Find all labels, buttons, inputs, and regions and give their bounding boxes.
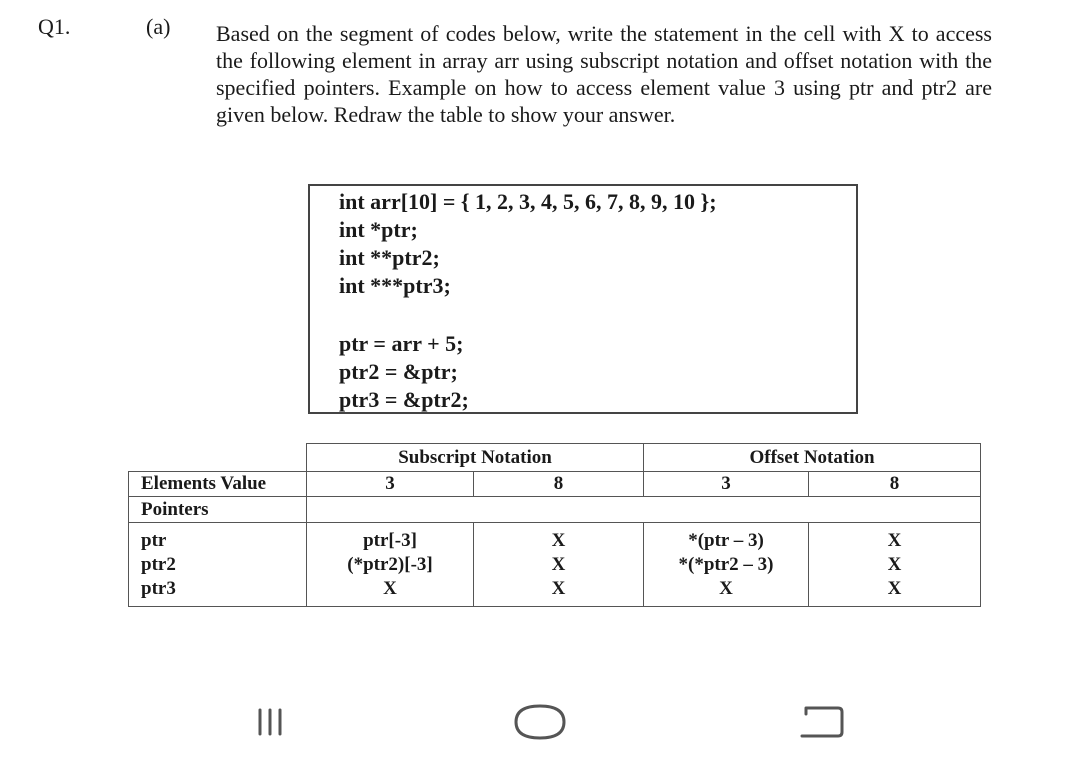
recent-apps-icon [250,702,290,742]
answer-entry: ptr[-3] [363,529,417,551]
subscript-3-cell [307,523,474,607]
elements-value-label: Elements Value [129,472,307,497]
answer-entry: X [887,577,902,599]
element-value-cell: 3 [644,472,809,497]
code-box [308,184,858,414]
answer-entry: X [551,553,566,575]
offset-3-cell [644,523,809,607]
answer-entry: X [551,577,566,599]
code-line: int ***ptr3; [339,273,451,298]
code-assignments [339,330,469,414]
question-part: (a) [146,14,171,39]
code-line: ptr = arr + 5; [339,331,464,356]
answer-entry: X [551,529,566,551]
question-number: Q1. [38,14,71,39]
code-line: ptr3 = &ptr2; [339,387,469,412]
offset-8-cell [809,523,981,607]
offset-header: Offset Notation [644,444,981,472]
empty-cell [129,444,307,472]
back-icon [792,702,848,742]
code-line: int arr[10] = { 1, 2, 3, 4, 5, 6, 7, 8, 9, 10 }; [339,189,717,214]
home-icon [508,700,572,744]
pointer-name: ptr3 [141,577,176,599]
code-declarations [339,188,717,300]
code-line: ptr2 = &ptr; [339,359,458,384]
back-button[interactable] [780,692,860,752]
element-value-cell: 8 [474,472,644,497]
subscript-header: Subscript Notation [307,444,644,472]
element-value-cell: 8 [809,472,981,497]
answer-entry: *(ptr – 3) [688,529,764,551]
pointer-name: ptr2 [141,553,176,575]
pointer-names-cell [129,523,307,607]
home-button[interactable] [500,692,580,752]
answer-entry: (*ptr2)[-3] [347,553,433,575]
code-line: int *ptr; [339,217,418,242]
pointers-label: Pointers [129,497,307,523]
answer-entry: *(*ptr2 – 3) [678,553,774,575]
recent-apps-button[interactable] [230,692,310,752]
answer-entry: X [383,577,397,599]
subscript-8-cell [474,523,644,607]
answer-entry: X [719,577,733,599]
answer-table [128,443,981,607]
element-value-cell: 3 [307,472,474,497]
answer-entry: X [887,553,902,575]
answer-entry: X [887,529,902,551]
navigation-bar [0,680,1080,784]
empty-cell [307,497,981,523]
code-line: int **ptr2; [339,245,440,270]
pointer-name: ptr [141,529,167,551]
question-text: Based on the segment of codes below, write the statement in the cell with X to access the following element in array arr using subscript notation and offset notation with the specified pointers. Example on how to access element value 3 using ptr and ptr2 are given below. Redraw the table to show your answer. [216,21,992,127]
